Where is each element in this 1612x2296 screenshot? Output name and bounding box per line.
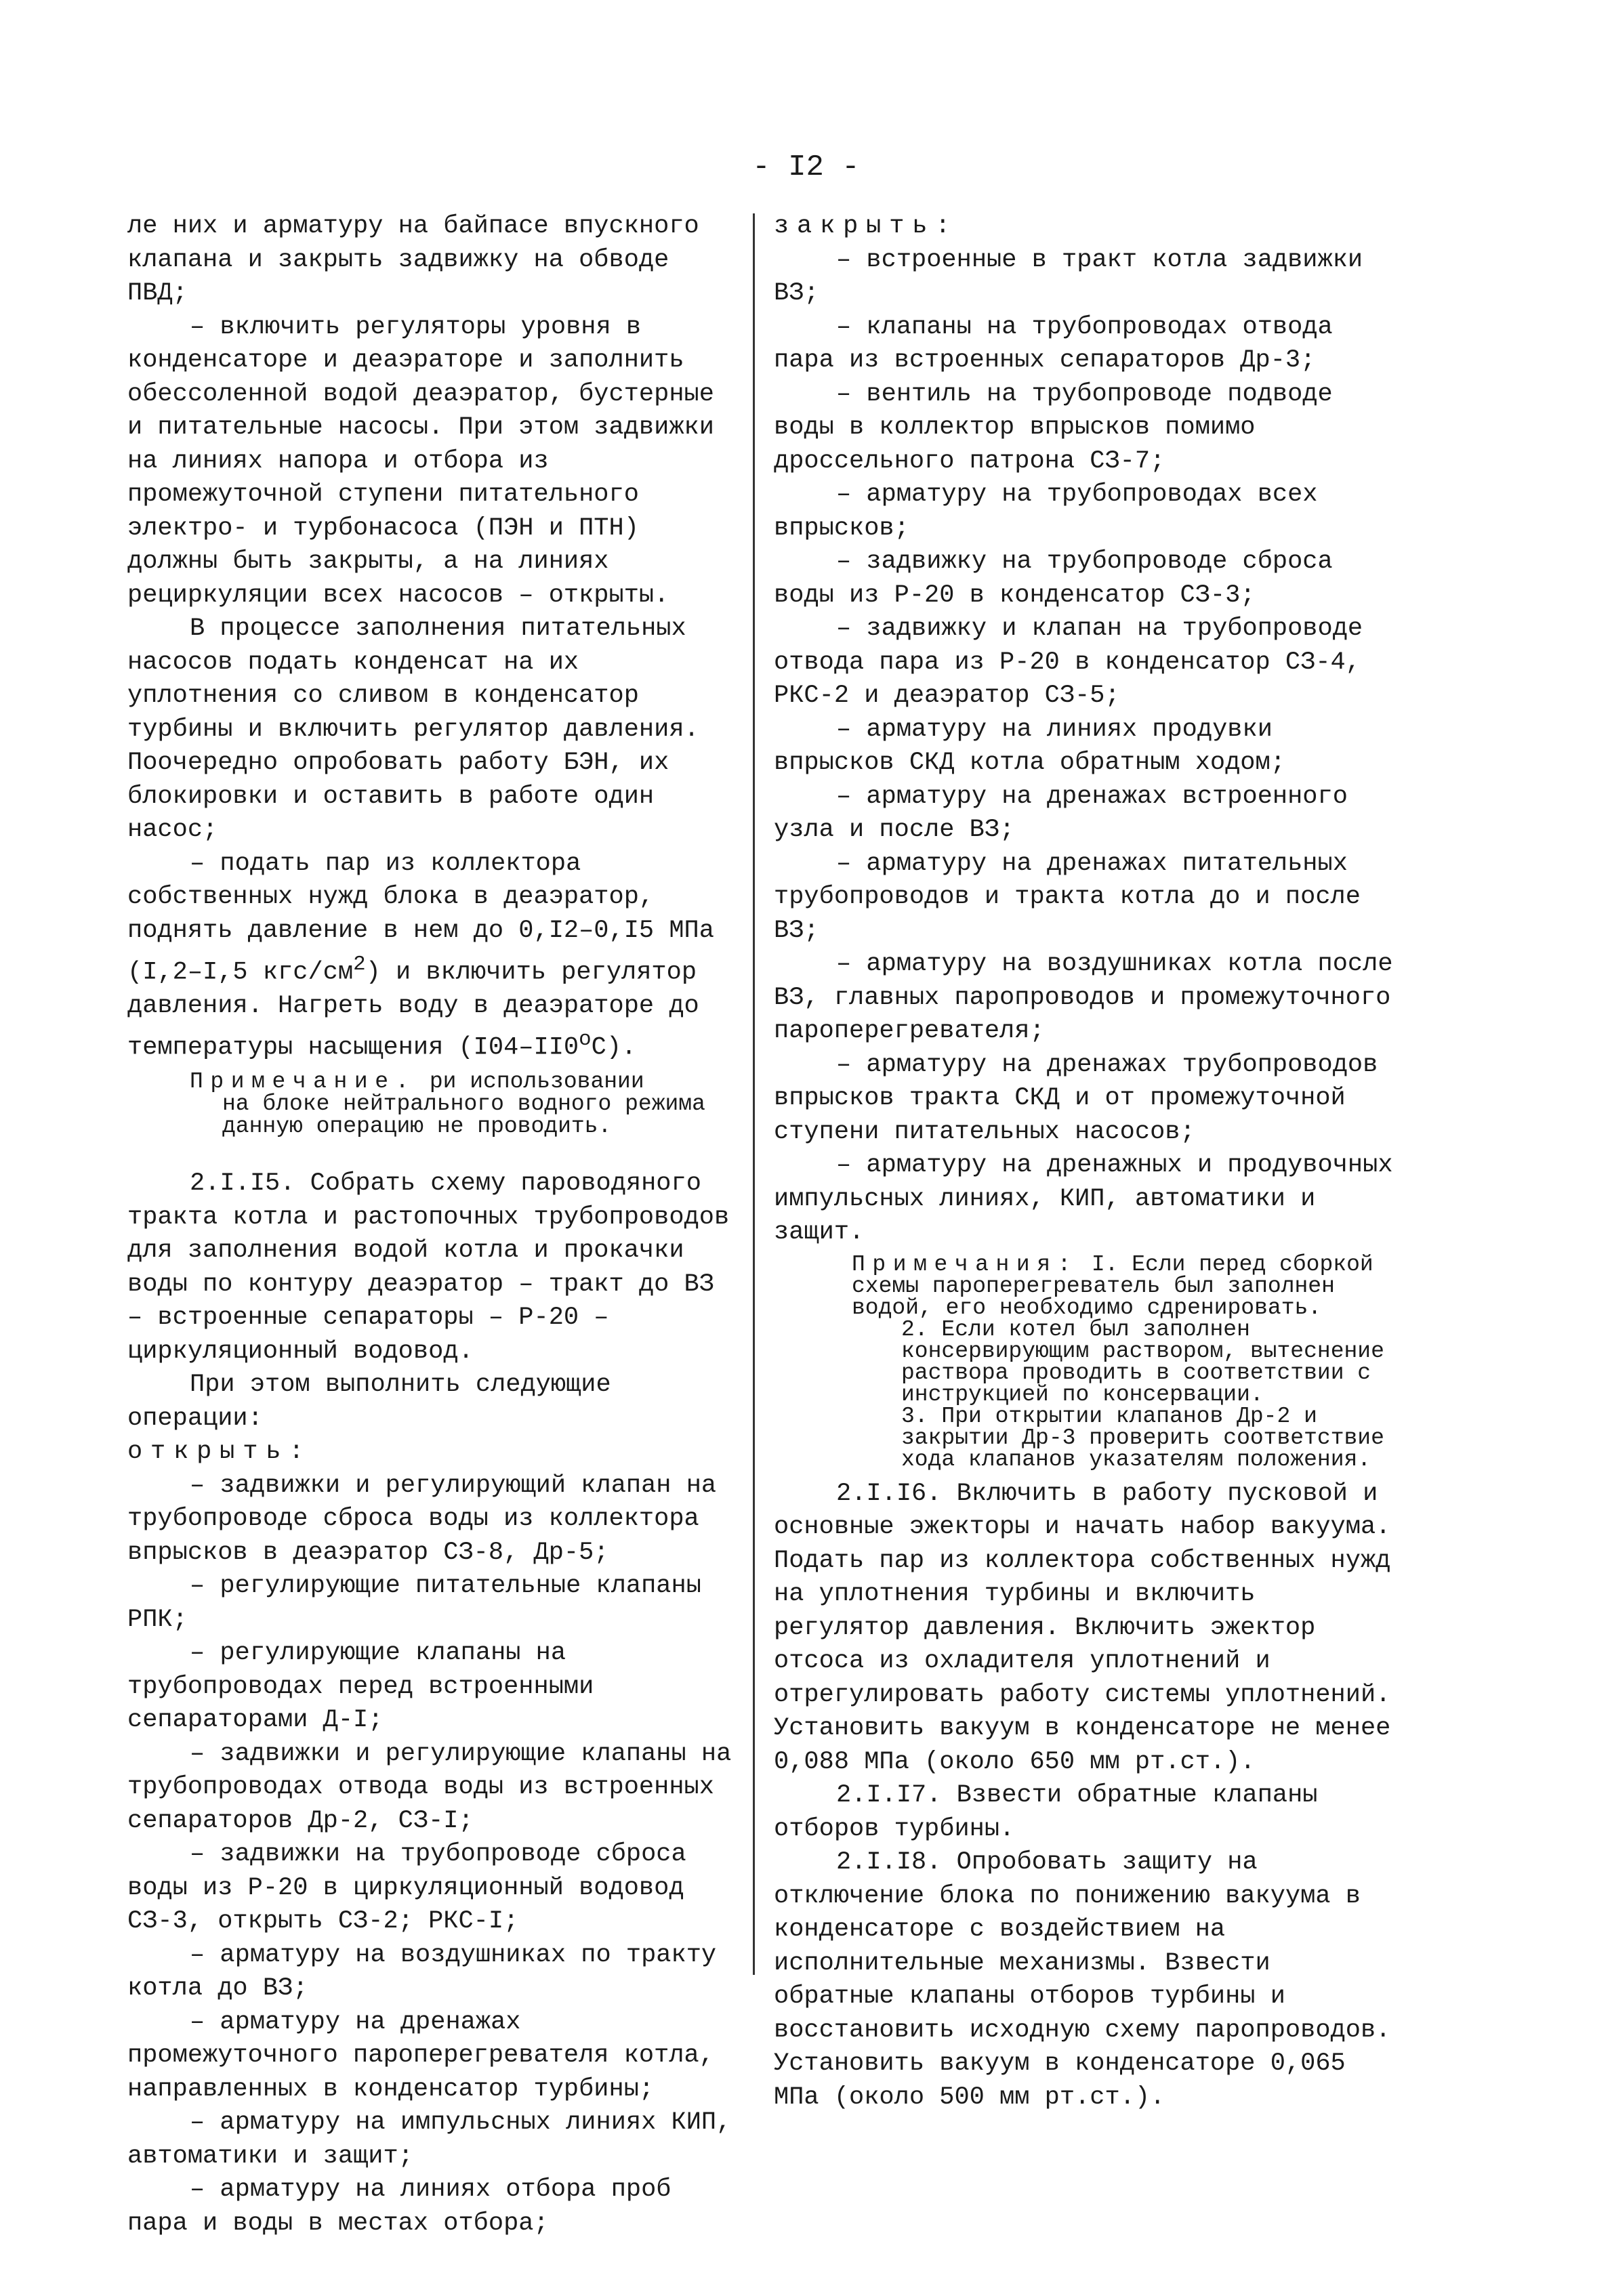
list-item: – арматуру на линиях отбора проб пара и воды в местах отбора; (127, 2175, 671, 2238)
list-item: – задвижку на трубопроводе сброса воды из Р-20 в конденсатор СЗ-3; (774, 547, 1333, 610)
notes: Примечания: I. Если перед сборкой схемы пароперегреватель был заполнен водой, его необходимо сдренировать. 2. Если котел был заполнен консервирующим раствором, вытеснение раствора проводить в соответствии с инструкцией по консервации. 3. При открытии клапанов Др-2 и закрытии Др-3 проверить соответствие хода клапанов указателям положения. (852, 1251, 1384, 1472)
open-label: открыть: (127, 1438, 312, 1467)
paragraph: – включить регуляторы уровня в конденсаторе и деаэраторе и заполнить обессоленной водой деаэратор, бустерные и питательные насосы. При этом задвижки на линиях напора и отбора из промежуточной ступени питательного электро- и турбонасоса (ПЭН и ПТН) должны быть закрыты, а на линиях рециркуляции всех насосов – открыты. (127, 312, 714, 610)
list-item: – задвижку и клапан на трубопроводе отвода пара из Р-20 в конденсатор СЗ-4, РКС-2 и деаэратор СЗ-5; (774, 614, 1363, 710)
list-item: – арматуру на воздушниках по тракту котла до ВЗ; (127, 1940, 717, 2003)
notes-label: Примечания: (852, 1251, 1078, 1277)
paragraph: 2.I.I8. Опробовать защиту на отключение блока по понижению вакуума в конденсаторе с воздействием на исполнительные механизмы. Взвести обратные клапаны отборов турбины и восстановить исходную схему паропроводов. Установить вакуум в конденсаторе 0,065 МПа (около 500 мм рт.ст.). (774, 1848, 1391, 2112)
note: Примечание. ри использовании на блоке нейтрального водного режима данную операцию не проводить. (190, 1069, 705, 1140)
note-label: Примечание. (190, 1069, 416, 1095)
list-item: – клапаны на трубопроводах отвода пара из встроенных сепараторов Др-3; (774, 312, 1333, 375)
right-column (774, 210, 1404, 2114)
list-item: – арматуру на дренажах трубопроводов впрысков тракта СКД и от промежуточной ступени питательных насосов; (774, 1050, 1378, 1146)
paragraph: ле них и арматуру на байпасе впускного клапана и закрыть задвижку на обводе ПВД; (127, 212, 699, 308)
list-item: – задвижки и регулирующие клапаны на трубопроводах отвода воды из встроенных сепараторов Др-2, СЗ-I; (127, 1739, 732, 1835)
list-item: – арматуру на импульсных линиях КИП, автоматики и защит; (127, 2108, 732, 2171)
list-item: – арматуру на дренажах промежуточного пароперегревателя котла, направленных в конденсатор турбины; (127, 2007, 714, 2104)
close-label: закрыть: (774, 212, 959, 241)
list-item: – арматуру на линиях продувки впрысков СКД котла обратным ходом; (774, 715, 1285, 777)
list-item: – задвижки и регулирующий клапан на трубопроводе сброса воды из коллектора впрысков в деаэратор СЗ-8, Др-5; (127, 1471, 717, 1567)
paragraph: – подать пар из коллектора собственных нужд блока в деаэратор, поднять давление в нем до 0,I2–0,I5 МПа (I,2–I,5 кгс/$см^2$) и включить регулятор давления. Нагреть воду в деаэраторе до температуры насыщения $(I04-II0^оС)$. (127, 849, 714, 1062)
paragraph: При этом выполнить следующие операции: (127, 1371, 611, 1433)
page-number: - I2 - (752, 150, 860, 184)
list-item: – арматуру на дренажах питательных трубопроводов и тракта котла до и после ВЗ; (774, 849, 1361, 945)
paragraph: В процессе заполнения питательных насосов подать конденсат на их уплотнения со сливом в конденсатор турбины и включить регулятор давления. Поочередно опробовать работу БЭН, их блокировки и оставить в работе один насос; (127, 614, 699, 844)
list-item: – арматуру на трубопроводах всех впрысков; (774, 480, 1318, 543)
list-item: – арматуру на воздушниках котла после ВЗ, главных паропроводов и промежуточного пароперегревателя; (774, 950, 1393, 1045)
list-item: – задвижки на трубопроводе сброса воды из Р-20 в циркуляционный водовод СЗ-3, открыть СЗ-2; РКС-I; (127, 1840, 686, 1936)
list-item: – вентиль на трубопроводе подводе воды в коллектор впрысков помимо дроссельного патрона СЗ-7; (774, 379, 1333, 476)
paragraph: 2.I.I7. Взвести обратные клапаны отборов турбины. (774, 1781, 1318, 1843)
list-item: – регулирующие питательные клапаны РПК; (127, 1572, 701, 1634)
paragraph: 2.I.I6. Включить в работу пусковой и основные эжекторы и начать набор вакуума. Подать пар из коллектора собственных нужд на уплотнения турбины и включить регулятор давления. Включить эжектор отсоса из охладителя уплотнений и отрегулировать работу системы уплотнений. Установить вакуум в конденсаторе не менее 0,088 МПа (около 650 мм рт.ст.). (774, 1479, 1391, 1776)
left-column (127, 210, 737, 2240)
list-item: – встроенные в тракт котла задвижки ВЗ; (774, 245, 1363, 308)
list-item: – арматуру на дренажных и продувочных импульсных линиях, КИП, автоматики и защит. (774, 1151, 1393, 1247)
paragraph: 2.I.I5. Собрать схему пароводяного тракта котла и растопочных трубопроводов для заполнения водой котла и прокачки воды по контуру деаэратор – тракт до ВЗ – встроенные сепараторы – Р-20 – циркуляционный водовод. (127, 1169, 730, 1366)
list-item: – арматуру на дренажах встроенного узла и после ВЗ; (774, 782, 1348, 844)
column-divider (753, 213, 755, 1975)
list-item: – регулирующие клапаны на трубопроводах перед встроенными сепараторами Д-I; (127, 1639, 594, 1735)
